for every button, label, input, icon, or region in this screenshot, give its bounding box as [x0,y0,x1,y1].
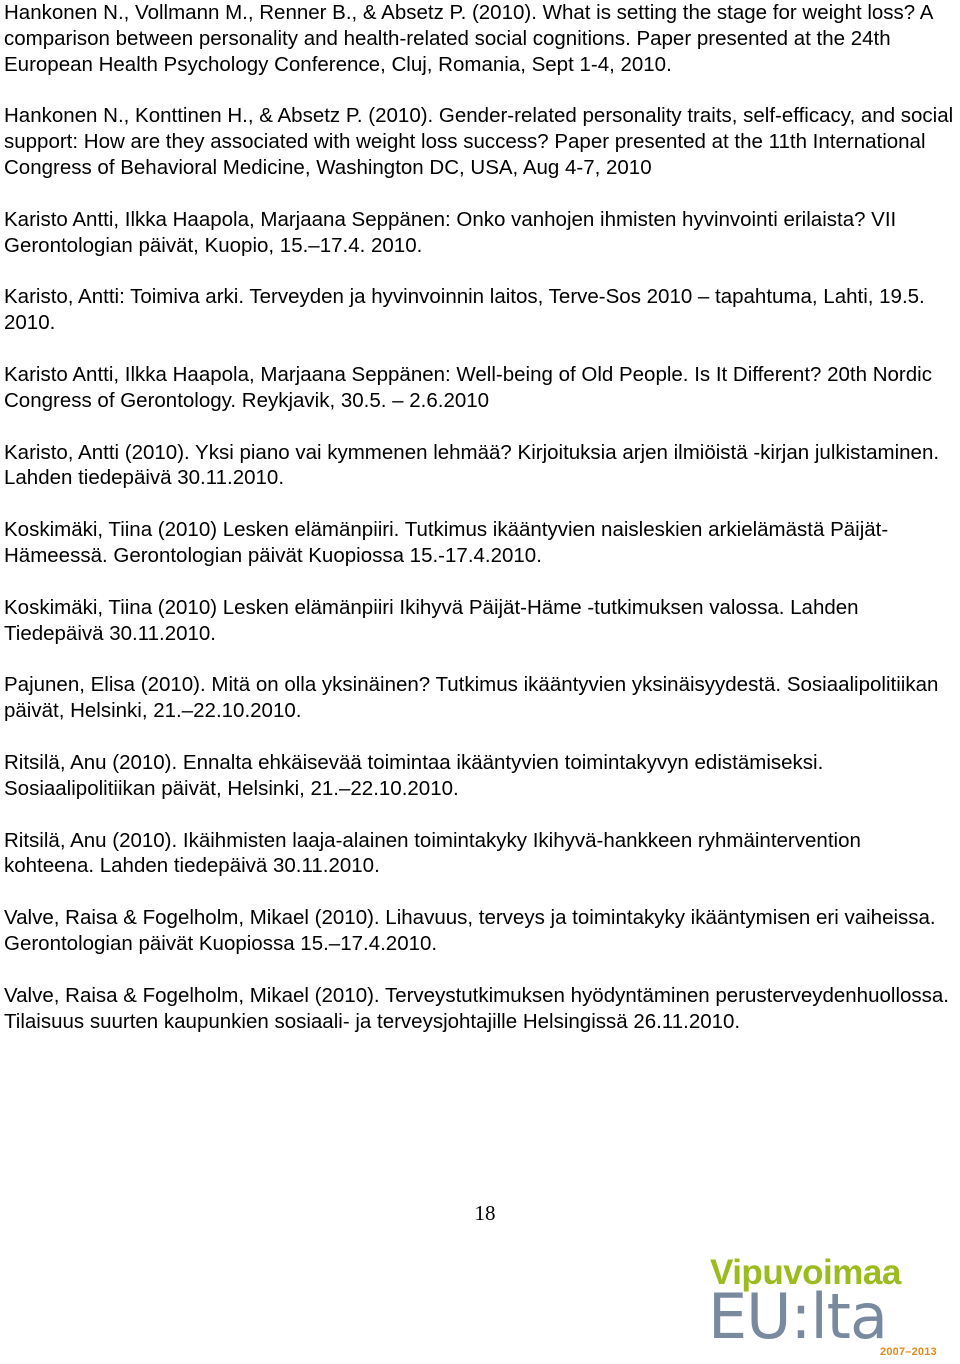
logo-line-vipuvoimaa: Vipuvoimaa [710,1253,901,1292]
reference-item: Valve, Raisa & Fogelholm, Mikael (2010). Terveystutkimuksen hyödyntäminen perusterveydenhuollossa. Tilaisuus suurten kaupunkien sosiaali- ja terveysjohtajille Helsingissä 26.11.2010. [4,983,949,1033]
vipuvoimaa-eu-logo [708,1254,956,1362]
reference-item: Karisto, Antti: Toimiva arki. Terveyden ja hyvinvoinnin laitos, Terve-Sos 2010 – tapahtuma, Lahti, 19.5. 2010. [4,285,925,335]
page-number: 18 [474,1201,496,1225]
reference-item: Karisto, Antti (2010). Yksi piano vai kymmenen lehmää? Kirjoituksia arjen ilmiöistä -kirjan julkistaminen. Lahden tiedepäivä 30.11.2010. [4,440,940,490]
reference-item: Valve, Raisa & Fogelholm, Mikael (2010). Lihavuus, terveys ja toimintakyky ikääntymisen eri vaiheissa. Gerontologian päivät Kuopiossa 15.–17.4.2010. [4,906,936,955]
reference-item: Hankonen N., Konttinen H., & Absetz P. (2010). Gender-related personality traits, self-efficacy, and social support: How are they associated with weight loss success? Paper presented at the 11th International Congress of Behavioral Medicine, Washington DC, USA, Aug 4-7, 2010 [4,104,954,179]
reference-item: Karisto Antti, Ilkka Haapola, Marjaana Seppänen: Onko vanhojen ihmisten hyvinvointi erilaista? VII Gerontologian päivät, Kuopio, 15.–17.4. 2010. [4,207,897,257]
reference-item: Ritsilä, Anu (2010). Ikäihmisten laaja-alainen toimintakyky Ikihyvä-hankkeen ryhmäintervention kohteena. Lahden tiedepäivä 30.11.2010. [4,828,861,878]
logo-line-eu: EU:lta [708,1280,887,1353]
reference-list [4,0,954,1060]
reference-item: Koskimäki, Tiina (2010) Lesken elämänpiiri Ikihyvä Päijät-Häme -tutkimuksen valossa. Lahden Tiedepäivä 30.11.2010. [4,595,859,645]
reference-item: Karisto Antti, Ilkka Haapola, Marjaana Seppänen: Well-being of Old People. Is It Different? 20th Nordic Congress of Gerontology. Reykjavik, 30.5. – 2.6.2010 [4,362,932,412]
reference-item: Ritsilä, Anu (2010). Ennalta ehkäisevää toimintaa ikääntyvien toimintakyvyn edistämiseksi. Sosiaalipolitiikan päivät, Helsinki, 21.–22.10.2010. [4,750,824,800]
reference-item: Pajunen, Elisa (2010). Mitä on olla yksinäinen? Tutkimus ikääntyvien yksinäisyydestä. Sosiaalipolitiikan päivät, Helsinki, 21.–22.10.2010. [4,673,939,723]
reference-item: Hankonen N., Vollmann M., Renner B., & Absetz P. (2010). What is setting the stage for weight loss? A comparison between personality and health-related social cognitions. Paper presented at the 24th European Health Psychology Conference, Cluj, Romania, Sept 1-4, 2010. [4,1,933,76]
logo-years: 2007–2013 [880,1346,937,1358]
reference-item: Koskimäki, Tiina (2010) Lesken elämänpiiri. Tutkimus ikääntyvien naisleskien arkielämästä Päijät-Hämeessä. Gerontologian päivät Kuopiossa 15.-17.4.2010. [4,518,889,567]
